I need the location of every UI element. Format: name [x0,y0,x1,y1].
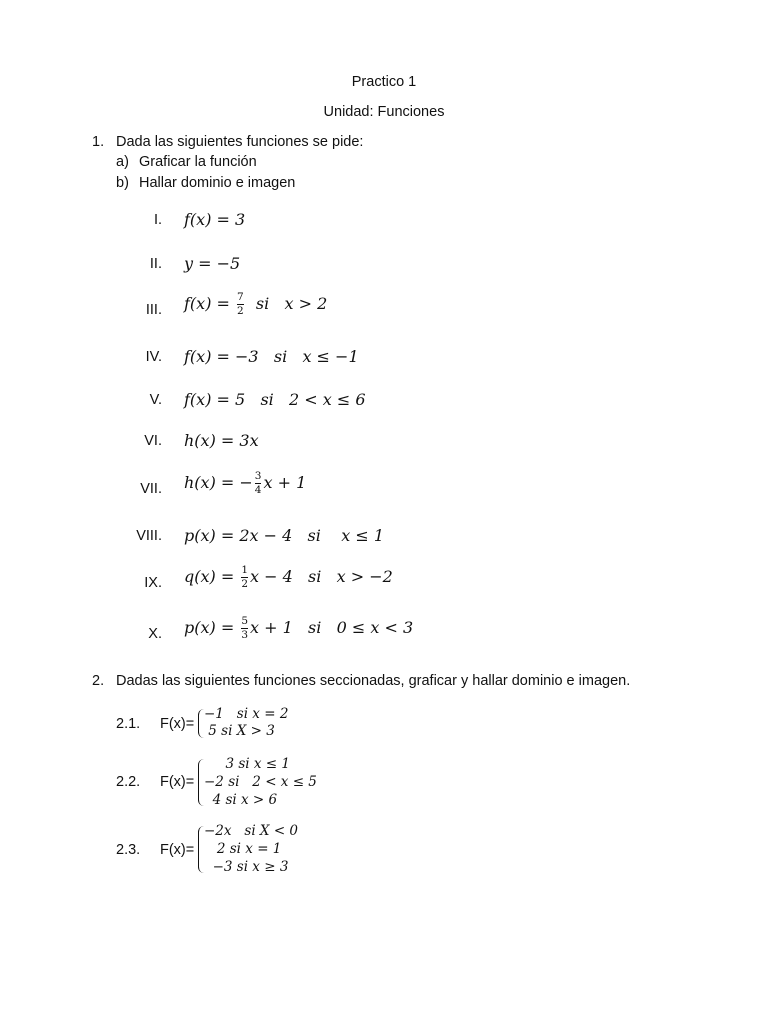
piecewise-number: 2.3. [116,842,141,858]
fraction: $\frac{3}{4}$ [254,470,262,497]
page-subtitle: Unidad: Funciones [323,104,445,120]
exercise-2-number: 2. [92,673,105,689]
item-number: VII. [140,481,162,497]
item-number: IX. [144,575,162,591]
piecewise-label: F(x)= [160,716,195,732]
exercise-2-prompt: Dadas las siguientes funciones seccionadas, graficar y hallar dominio e imagen. [116,673,631,689]
piecewise-number: 2.2. [116,774,141,790]
equation: f(x) = 3 [184,210,246,229]
piecewise-case: 4 si x > 6 [204,792,278,808]
equation: y = −5 [184,254,241,273]
piecewise-label: F(x)= [160,842,195,858]
piecewise-case: −1 si x = 2 [204,706,289,722]
piecewise-case: −2 si 2 < x ≤ 5 [204,774,317,790]
equation: f(x) = 5 si 2 < x ≤ 6 [184,390,366,409]
item-number: II. [149,256,162,272]
equation: q(x) = $\frac{1}{2}$ x − 4 si x > −2 [184,564,393,591]
fraction: $\frac{1}{2}$ [241,564,249,591]
page-title: Practico 1 [351,74,417,90]
fraction: $\frac{7}{2}$ [237,291,244,318]
subitem-text-b: Hallar dominio e imagen [139,175,296,191]
equation: f(x) = −3 si x ≤ −1 [184,347,359,366]
subitem-letter-b: b) [116,175,129,191]
piecewise-case: 3 si x ≤ 1 [204,756,290,772]
item-number: VI. [144,433,162,449]
fraction: $\frac{5}{3}$ [241,615,249,642]
subitem-text-a: Graficar la función [139,154,257,170]
equation: p(x) = 2x − 4 si x ≤ 1 [184,526,384,545]
item-number: IV. [145,349,162,365]
exercise-1-number: 1. [92,134,105,150]
exercise-1-prompt: Dada las siguientes funciones se pide: [116,134,364,150]
item-number: X. [148,626,162,642]
equation: h(x) = 3x [184,431,259,450]
piecewise-number: 2.1. [116,716,141,732]
equation: h(x) = − $\frac{3}{4}$ x + 1 [184,470,307,497]
piecewise-case: −3 si x ≥ 3 [204,859,289,875]
piecewise-label: F(x)= [160,774,195,790]
item-number: V. [149,392,162,408]
subitem-letter-a: a) [116,154,129,170]
item-number: III. [145,302,162,318]
piecewise-case: 2 si x = 1 [204,841,282,857]
item-number: VIII. [136,528,162,544]
equation: p(x) = $\frac{5}{3}$ x + 1 si 0 ≤ x < 3 [184,615,414,642]
equation: f(x) = $\frac{7}{2}$ si x > 2 [184,291,328,318]
piecewise-case: −2x si X < 0 [204,823,299,839]
piecewise-case: 5 si X > 3 [204,723,275,739]
item-number: I. [153,212,162,228]
